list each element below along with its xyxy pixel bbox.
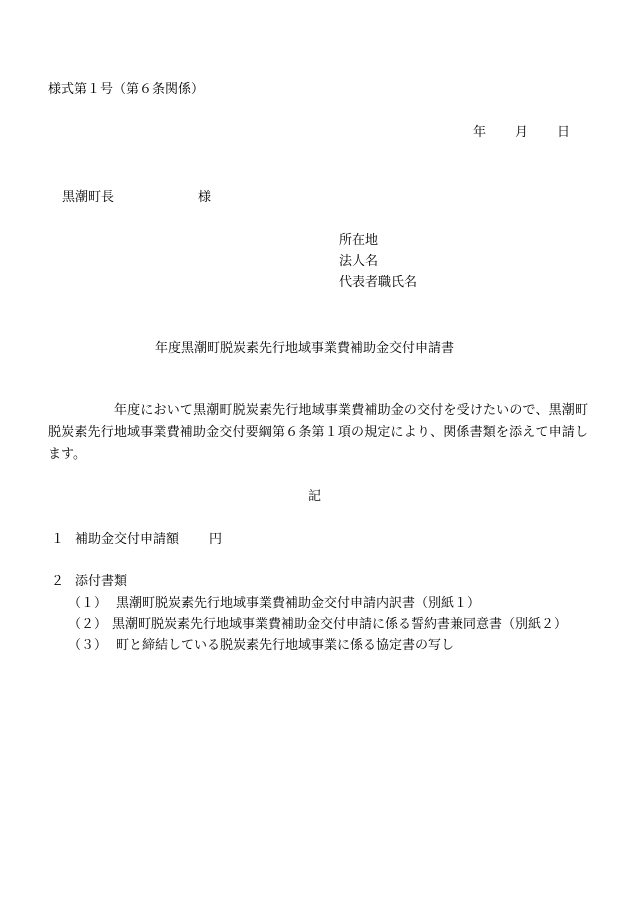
item-attachments: [51, 572, 127, 592]
form-label: 様式第１号（第６条関係）: [48, 82, 205, 97]
applicant-representative-label: 代表者職氏名: [339, 275, 418, 290]
ki-heading: 記: [308, 489, 322, 504]
date-day-label: 日: [557, 125, 571, 140]
item1-label: 補助金交付申請額: [75, 532, 180, 547]
attachment-number: （１）: [68, 596, 108, 611]
applicant-fields: [339, 230, 417, 293]
attachment-item: [68, 615, 567, 635]
date-year-label: 年: [473, 125, 487, 140]
date-month-label: 月: [515, 125, 529, 140]
addressee-honorific: 様: [198, 190, 212, 205]
applicant-corporation-label: 法人名: [339, 254, 379, 269]
applicant-address-label: 所在地: [339, 233, 379, 248]
attachment-text: 町と締結している脱炭素先行地域事業に係る協定書の写し: [116, 638, 455, 653]
addressee-name: 黒潮町長: [62, 190, 115, 205]
date-line: [473, 123, 570, 143]
item2-label: 添付書類: [75, 574, 128, 589]
item-application-amount: [51, 530, 222, 550]
attachment-text: 黒潮町脱炭素先行地域事業費補助金交付申請に係る誓約書兼同意書（別紙２）: [112, 617, 568, 632]
attachment-text: 黒潮町脱炭素先行地域事業費補助金交付申請内訳書（別紙１）: [116, 596, 481, 611]
item1-unit: 円: [209, 532, 223, 547]
item2-number: ２: [51, 574, 65, 589]
body-paragraph: 年度において黒潮町脱炭素先行地域事業費補助金の交付を受けたいので、黒潮町脱炭素先行地域事業費補助金交付要綱第６条第１項の規定により、関係書類を添えて申請します。: [48, 403, 588, 462]
document-title: 年度黒潮町脱炭素先行地域事業費補助金交付申請書: [155, 341, 455, 356]
attachment-number: （３）: [68, 638, 108, 653]
addressee: [62, 188, 211, 208]
attachment-item: [68, 594, 480, 614]
item1-number: １: [51, 532, 65, 547]
attachment-number: （２）: [68, 617, 108, 632]
attachment-item: [68, 636, 454, 656]
